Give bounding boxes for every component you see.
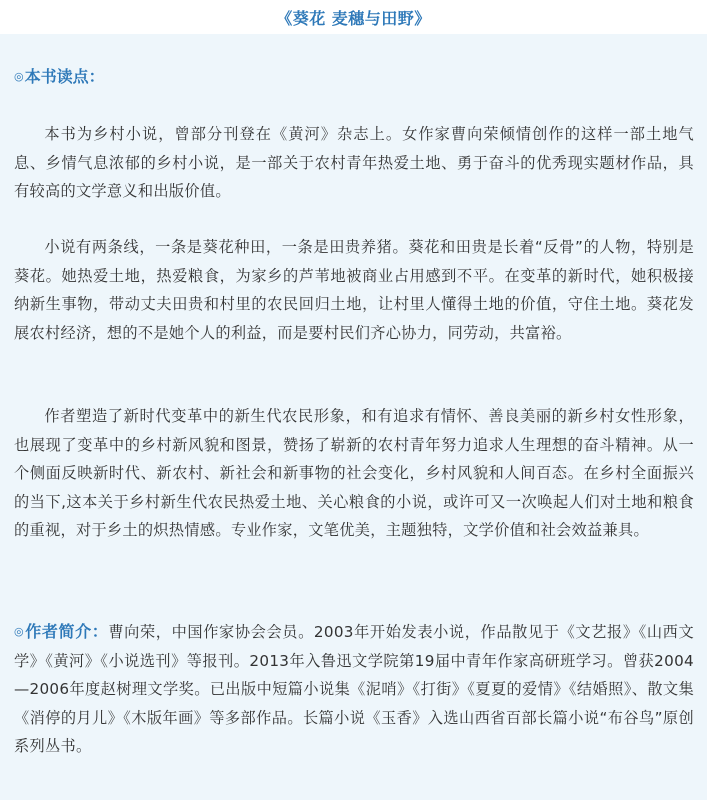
author-bio: [14, 618, 694, 761]
book-title: 《葵花 麦穗与田野》: [276, 9, 431, 28]
author-bio-text: 曹向荣，中国作家协会会员。2003年开始发表小说，作品散见于《文艺报》《山西文学》《黄河》《小说选刊》等报刊。2013年入鲁迅文学院第19届中青年作家高研班学习。曾获2004—2006年度赵树理文学奖。已出版中短篇小说集《泥哨》《打街》《夏夏的爱情》《结婚照》、散文集《消停的月儿》《木版年画》等多部作品。长篇小说《玉香》入选山西省百部长篇小说“布谷鸟”原创系列丛书。: [14, 623, 694, 755]
highlight-paragraph-1: 本书为乡村小说，曾部分刊登在《黄河》杂志上。女作家曹向荣倾情创作的这样一部土地气息、乡情气息浓郁的乡村小说，是一部关于农村青年热爱土地、勇于奋斗的优秀现实题材作品，具有较高的文学意义和出版价值。: [14, 125, 694, 200]
author-heading: [14, 622, 108, 641]
bullet-circle-icon: ◎: [14, 625, 25, 638]
highlights-heading-text: 本书读点：: [24, 67, 105, 86]
content-panel: [0, 34, 707, 800]
bullet-circle-icon: ◎: [14, 70, 24, 83]
author-heading-text: 作者简介：: [25, 622, 109, 641]
highlight-paragraph-2: 小说有两条线，一条是葵花种田，一条是田贵养猪。葵花和田贵是长着“反骨”的人物，特别是葵花。她热爱土地，热爱粮食，为家乡的芦苇地被商业占用感到不平。在变革的新时代，她积极接纳新生事物，带动丈夫田贵和村里的农民回归土地，让村里人懂得土地的价值，守住土地。葵花发展农村经济，想的不是她个人的利益，而是要村民们齐心协力，同劳动，共富裕。: [14, 238, 694, 342]
highlight-paragraph-3: 作者塑造了新时代变革中的新生代农民形象，和有追求有情怀、善良美丽的新乡村女性形象，也展现了变革中的乡村新风貌和图景，赞扬了崭新的农村青年努力追求人生理想的奋斗精神。从一个侧面反映新时代、新农村、新社会和新事物的社会变化，乡村风貌和人间百态。在乡村全面振兴的当下,这本关于乡村新生代农民热爱土地、关心粮食的小说，或许可又一次唤起人们对土地和粮食的重视，对于乡土的炽热情感。专业作家，文笔优美，主题独特，文学价值和社会效益兼具。: [14, 407, 694, 539]
highlights-heading: [14, 64, 105, 87]
title-bar: [0, 0, 707, 34]
